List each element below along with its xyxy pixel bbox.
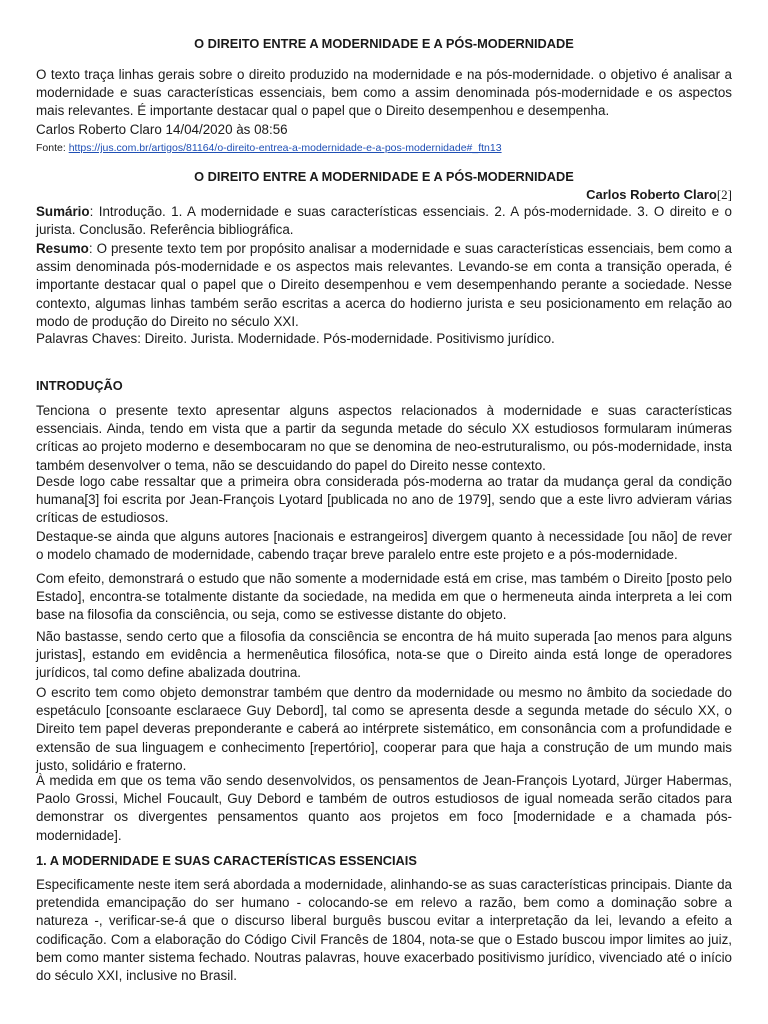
intro-paragraph-2: Desde logo cabe ressaltar que a primeira obra considerada pós-moderna ao tratar da mudança geral da condição humana[3] foi escrita por Jean-François Lyotard [publicada no ano de 1979], sendo que a este livro advieram várias críticas de estudiosos. [36, 474, 732, 526]
intro-paragraph-7: À medida em que os tema vão sendo desenvolvidos, os pensamentos de Jean-François Lyotard, Jürger Habermas, Paolo Grossi, Michel Foucault, Guy Debord e também de outros estudiosos de igual nomeada serão citados para demonstrar os divergentes pensamentos quanto aos projetos em foco [modernidade e a chamada pós-modernidade]. [36, 773, 732, 843]
summary-paragraph [36, 203, 732, 239]
page-title: O DIREITO ENTRE A MODERNIDADE E A PÓS-MODERNIDADE [194, 36, 574, 51]
intro-heading: INTRODUÇÃO [36, 378, 123, 393]
keywords-line: Palavras Chaves: Direito. Jurista. Modernidade. Pós-modernidade. Positivismo jurídico. [36, 331, 555, 346]
article-author [586, 186, 732, 204]
summary-text: : Introdução. 1. A modernidade e suas características essenciais. 2. A pós-modernidade. 3. O direito e o jurista. Conclusão. Referência bibliográfica. [36, 204, 732, 238]
source-line [36, 139, 502, 157]
intro-paragraph-4: Com efeito, demonstrará o estudo que não somente a modernidade está em crise, mas também o Direito [posto pelo Estado], encontra-se totalmente distante da sociedade, na medida em que o hermeneuta ainda interpreta a lei com base na filosofia da consciência, ou seja, como se estivesse distante do objeto. [36, 571, 732, 623]
resumo-paragraph [36, 240, 732, 331]
source-label: Fonte: [36, 142, 69, 154]
summary-label: Sumário [36, 204, 90, 219]
intro-paragraph-6: O escrito tem como objeto demonstrar também que dentro da modernidade ou mesmo no âmbito da sociedade do espetáculo [consoante esclaraece Guy Debord], tal como se apresenta desde a segunda metade do século XX, o Direito tem papel deveras preponderante e caberá ao intérprete sistemático, em consonância com a profundidade e extensão de sua linguagem e conhecimento [repertório], cooperar para que haja a construção de um mundo mais justo, solidário e fraterno. [36, 685, 732, 773]
resumo-text: : O presente texto tem por propósito analisar a modernidade e suas características essenciais, bem como a assim denominada pós-modernidade e os aspectos mais relevantes. Levando-se em conta a transição operada, é importante destacar qual o papel que o Direito desempenhou e vem desempenhando perante a sociedade. Nesse contexto, algumas linhas também serão escritas a acerca do hodierno jurista e seu posicionamento em relação ao modo de produção do Direito no século XXI. [36, 241, 732, 329]
intro-paragraph-3: Destaque-se ainda que alguns autores [nacionais e estrangeiros] divergem quanto à necessidade [ou não] de rever o modelo chamado de modernidade, cabendo traçar breve paralelo entre este projeto e a pós-modernidade. [36, 529, 732, 563]
intro-paragraph-5: Não bastasse, sendo certo que a filosofia da consciência se encontra de há muito superada [ao menos para alguns juristas], estando em evidência a hermenêutica filosófica, nota-se que o Direito ainda está longe de operadores jurídicos, tal como define abalizada doutrina. [36, 629, 732, 681]
source-link[interactable]: https://jus.com.br/artigos/81164/o-direito-entrea-a-modernidade-e-a-pos-modernidade#_ftn13 [68, 142, 502, 154]
section-1-heading: 1. A MODERNIDADE E SUAS CARACTERÍSTICAS ESSENCIAIS [36, 853, 417, 868]
resumo-label: Resumo [36, 241, 89, 256]
author-footnote-ref[interactable]: [2] [716, 187, 732, 202]
abstract-paragraph: O texto traça linhas gerais sobre o direito produzido na modernidade e na pós-modernidade. o objetivo é analisar a modernidade e suas características essenciais, bem como a assim denominada pós-modernidade e os aspectos mais relevantes. É importante destacar qual o papel que o Direito desempenhou e desempenha. [36, 67, 732, 119]
intro-paragraph-1: Tenciona o presente texto apresentar alguns aspectos relacionados à modernidade e suas características essenciais. Ainda, tendo em vista que a partir da segunda metade do século XX estudiosos formularam inúmeras críticas ao projeto moderno e desembocaram no que se denomina de neo-estruturalismo, ou pós-modernidade, insta também desenvolver o tema, não se descuidando do papel do Direito nesse contexto. [36, 403, 732, 473]
article-title: O DIREITO ENTRE A MODERNIDADE E A PÓS-MODERNIDADE [194, 169, 574, 184]
section-1-paragraph-1: Especificamente neste item será abordada a modernidade, alinhando-se as suas características principais. Diante da pretendida emancipação do ser humano - colocando-se em relevo a razão, bem como a dominação sobre a natureza -, verificar-se-á que o discurso liberal burguês buscou evitar a interpretação da lei, levando a efeito a codificação. Com a elaboração do Código Civil Francês de 1804, nota-se que o Estado buscou impor limites ao juiz, bem como manter sistema fechado. Noutras palavras, houve exacerbado positivismo jurídico, vivenciado até o início do século XXI, inclusive no Brasil. [36, 877, 732, 984]
author-date: Carlos Roberto Claro 14/04/2020 às 08:56 [36, 122, 288, 137]
article-author-name: Carlos Roberto Claro [586, 187, 717, 202]
